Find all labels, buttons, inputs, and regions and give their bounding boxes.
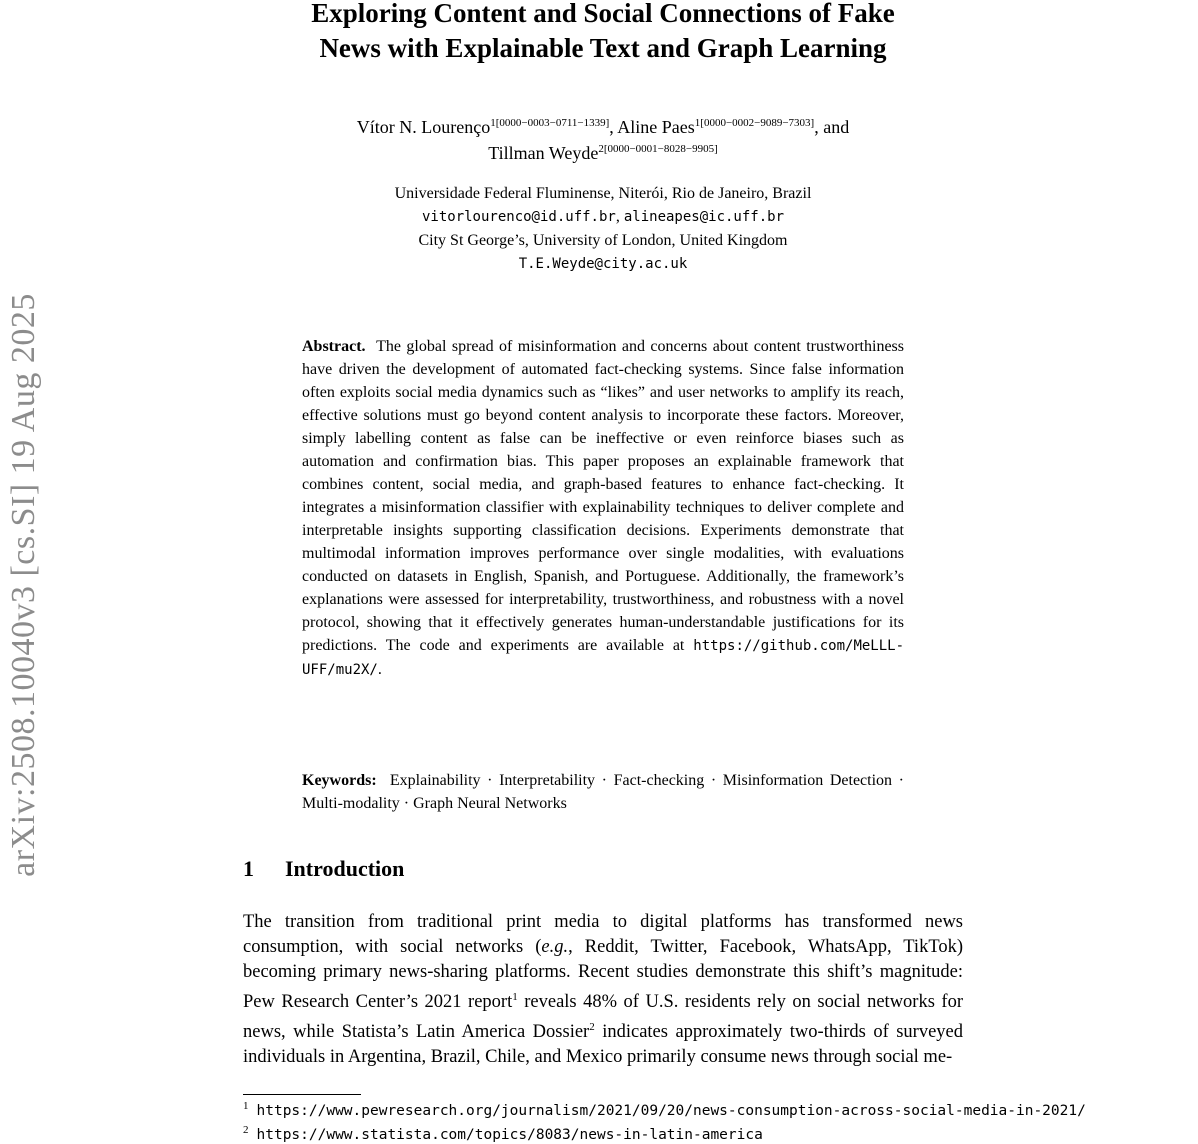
affiliation-1: Universidade Federal Fluminense, Niterói, Rio de Janeiro, Brazil: [394, 185, 812, 202]
keywords-label: Keywords:: [302, 772, 377, 789]
author-list: Vítor N. Lourenço$^{1[0000-0003-0711-1339]}$, Aline Paes$^{1[0000-0002-9089-7303]}$, and Tillman Weyde$^{2[0000-0001-8028-9905]}$: [356, 117, 850, 163]
abstract-text: The global spread of misinformation and concerns about content trustworthiness have driven the development of automated fact-checking systems. Since false information often exploits social media dynamics such as “likes” and user networks to amplify its reach, effective solutions must go beyond content analysis to incorporate these factors. Moreover, simply labelling content as false can be ineffective or even reinforce biases such as automation and confirmation bias. This paper proposes an explainable framework that combines content, social media, and graph-based features to enhance fact-checking. It integrates a misinformation classifier with explainability techniques to deliver complete and interpretable insights supporting classification decisions. Experiments demonstrate that multimodal information improves performance over single modalities, with evaluations conducted on datasets in English, Spanish, and Portuguese. Additionally, the framework’s explanations were assessed for interpretability, trustworthiness, and robustness with a novel protocol, showing that it effectively generates human-understandable justifications for its predictions. The code and experiments are available at: [302, 338, 904, 654]
keywords: [302, 769, 904, 815]
author-conjunction: and: [823, 117, 850, 137]
author-orcid: 1[0000−0003−0711−1339]: [490, 117, 610, 129]
intro-paragraph: The transition from traditional print media to digital platforms has transformed news consumption, with social networks (e.g., Reddit, Twitter, Facebook, WhatsApp, TikTok) becoming primary news-sharing platforms. Recent studies demonstrate this shift’s magnitude: Pew Research Center’s 2021 report$^1$ reveals 48% of U.S. residents rely on social networks for news, while Statista’s Latin America Dossier$^2$ indicates approximately two-thirds of surveyed individuals in Argentina, Brazil, Chile, and Mexico primarily consume news through social me-: [243, 912, 964, 1067]
footnote-url[interactable]: https://www.statista.com/topics/8083/news-in-latin-america: [256, 1127, 763, 1143]
abstract: Abstract. The global spread of misinformation and concerns about content trustworthiness have driven the development of automated fact-checking systems. Since false information often exploits social media dynamics such as “likes” and user networks to amplify its reach, effective solutions must go beyond content analysis to incorporate these factors. Moreover, simply labelling content as false can be ineffective or even reinforce biases such as automation and confirmation bias. This paper proposes an explainable framework that combines content, social media, and graph-based features to enhance fact-checking. It integrates a misinformation classifier with explainability techniques to deliver complete and interpretable insights supporting classification decisions. Experiments demonstrate that multimodal information improves performance over single modalities, with evaluations conducted on datasets in English, Spanish, and Portuguese. Additionally, the framework’s explanations were assessed for interpretability, trustworthiness, and robustness with a novel protocol, showing that it effectively generates human-understandable justifications for its predictions. The code and experiments are available at https://github.com/MeLLL-UFF/mu2X/.: [302, 338, 905, 678]
email-link[interactable]: vitorlourenco@id.uff.br: [421, 209, 616, 225]
footnote-url[interactable]: https://www.pewresearch.org/journalism/2021/09/20/news-consumption-across-social-media-in-2021/: [256, 1103, 1086, 1119]
abstract-label: Abstract.: [302, 338, 366, 355]
author-orcid: 2[0000−0001−8028−9905]: [598, 143, 718, 155]
footnote-divider: [243, 1094, 361, 1095]
footnote-1: [243, 1100, 1086, 1119]
footnote-number: 1: [243, 1100, 249, 1112]
paper-title: [243, 0, 963, 66]
code-repo-link[interactable]: https://github.com/MeLLL-UFF/mu2X/: [302, 638, 905, 678]
section-title: Introduction: [285, 856, 405, 881]
title-line-2: News with Explainable Text and Graph Learning: [319, 33, 887, 63]
footnote-number: 2: [243, 1124, 249, 1136]
footnote-ref-2[interactable]: 2: [589, 1021, 595, 1033]
arxiv-identifier: arXiv:2508.10040v3 [cs.SI] 19 Aug 2025: [5, 293, 42, 877]
author-name: Aline Paes: [617, 117, 695, 137]
title-line-1: Exploring Content and Social Connections of Fake: [311, 0, 895, 28]
email-link[interactable]: T.E.Weyde@city.ac.uk: [518, 256, 688, 272]
section-heading: [243, 856, 404, 882]
author-orcid: 1[0000−0002−9089−7303]: [694, 117, 815, 129]
keywords-text: Explainability · Interpretability · Fact-checking · Misinformation Detection · Multi-modality · Graph Neural Networks: [302, 772, 904, 812]
footnote-2: [243, 1124, 763, 1143]
email-link[interactable]: alineapes@ic.uff.br: [623, 209, 785, 225]
author-name: Tillman Weyde: [488, 143, 599, 163]
section-number: 1: [243, 856, 254, 881]
footnote-ref-1[interactable]: 1: [512, 991, 518, 1003]
affiliation-2: City St George’s, University of London, United Kingdom: [418, 232, 788, 249]
eg-abbrev: e.g.: [541, 937, 569, 957]
affiliations: Universidade Federal Fluminense, Niterói, Rio de Janeiro, Brazil vitorlourenco@id.uff.br, alineapes@ic.uff.br City St George’s, University of London, United Kingdom T.E.Weyde@city.ac.uk: [243, 182, 963, 276]
author-name: Vítor N. Lourenço: [356, 117, 491, 137]
